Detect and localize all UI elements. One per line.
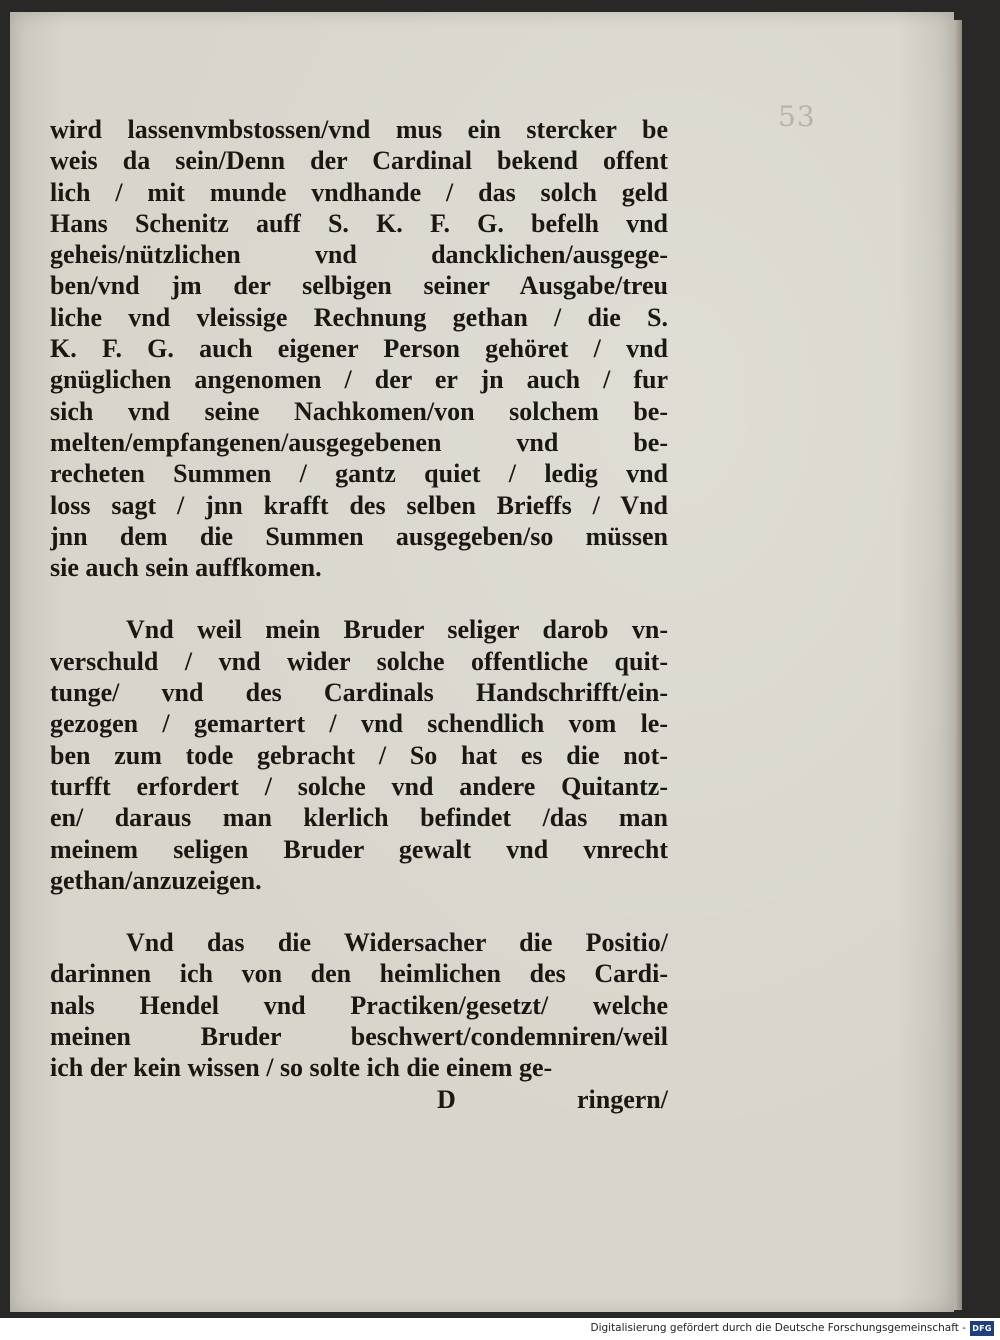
paragraph-gap (50, 896, 668, 927)
text-line: ben/vnd jm der selbigen seiner Ausgabe/treu (50, 271, 668, 301)
page-edge (954, 20, 962, 1310)
dfg-logo-icon: DFG (970, 1321, 994, 1336)
text-line: Hans Schenitz auff S. K. F. G. befelh vnd (50, 208, 668, 238)
text-line: sich vnd seine Nachkomen/von solchem be- (50, 396, 668, 426)
text-line: recheten Summen / gantz quiet / ledig vnd (50, 459, 668, 489)
paragraph-gap (50, 583, 668, 614)
funding-credit: Digitalisierung gefördert durch die Deutsche Forschungsgemeinschaft - (590, 1322, 966, 1334)
text-line: turfft erfordert / solche vnd andere Quitantz- (50, 771, 668, 801)
text-line: jnn dem die Summen ausgegeben/so müssen (50, 521, 668, 551)
text-line: meinem seligen Bruder gewalt vnd vnrecht (50, 834, 668, 864)
catchword: ringern/ (577, 1084, 668, 1114)
text-line: verschuld / vnd wider solche offentliche quit- (50, 646, 668, 676)
text-line: sie auch sein auffkomen. (50, 553, 322, 583)
text-line: geheis/nützlichen vnd dancklichen/ausgege- (50, 240, 668, 270)
text-line: darinnen ich von den heimlichen des Cardi- (50, 959, 668, 989)
text-line: weis da sein/Denn der Cardinal bekend offent (50, 146, 668, 176)
page-text (50, 114, 668, 1115)
text-line: liche vnd vleissige Rechnung gethan / die S. (50, 302, 668, 332)
text-line: tunge/ vnd des Cardinals Handschrifft/ein- (50, 678, 668, 708)
text-line: lich / mit munde vndhande / das solch geld (50, 177, 668, 207)
text-line: ich der kein wissen / so solte ich die einem ge- (50, 1053, 553, 1083)
text-line: gethan/anzuzeigen. (50, 865, 262, 895)
folio-number: 53 (778, 100, 816, 133)
text-line: K. F. G. auch eigener Person gehöret / vnd (50, 334, 668, 364)
text-line: Vnd weil mein Bruder seliger darob vn- (126, 615, 668, 645)
footer-bar (0, 1318, 1000, 1340)
paragraph (50, 114, 668, 583)
text-line: Vnd das die Widersacher die Positio/ (126, 928, 668, 958)
text-line: meinen Bruder beschwert/condemniren/weil (50, 1022, 668, 1052)
text-line: gezogen / gemartert / vnd schendlich vom le- (50, 709, 668, 739)
signature-mark: D (437, 1084, 456, 1114)
catch-row (50, 1084, 668, 1115)
text-line: en/ daraus man klerlich befindet /das man (50, 803, 668, 833)
text-line: loss sagt / jnn krafft des selben Brieffs / Vnd (50, 490, 668, 520)
text-line: ben zum tode gebracht / So hat es die not- (50, 740, 668, 770)
paragraph-container (50, 114, 668, 1084)
paragraph (50, 927, 668, 1083)
text-line: wird lassenvmbstossen/vnd mus ein stercker be (50, 115, 668, 144)
text-line: melten/empfangenen/ausgegebenen vnd be- (50, 427, 668, 457)
book-page (10, 12, 954, 1312)
text-line: nals Hendel vnd Practiken/gesetzt/ welche (50, 990, 668, 1020)
text-line: gnüglichen angenomen / der er jn auch / fur (50, 365, 668, 395)
paragraph (50, 614, 668, 896)
